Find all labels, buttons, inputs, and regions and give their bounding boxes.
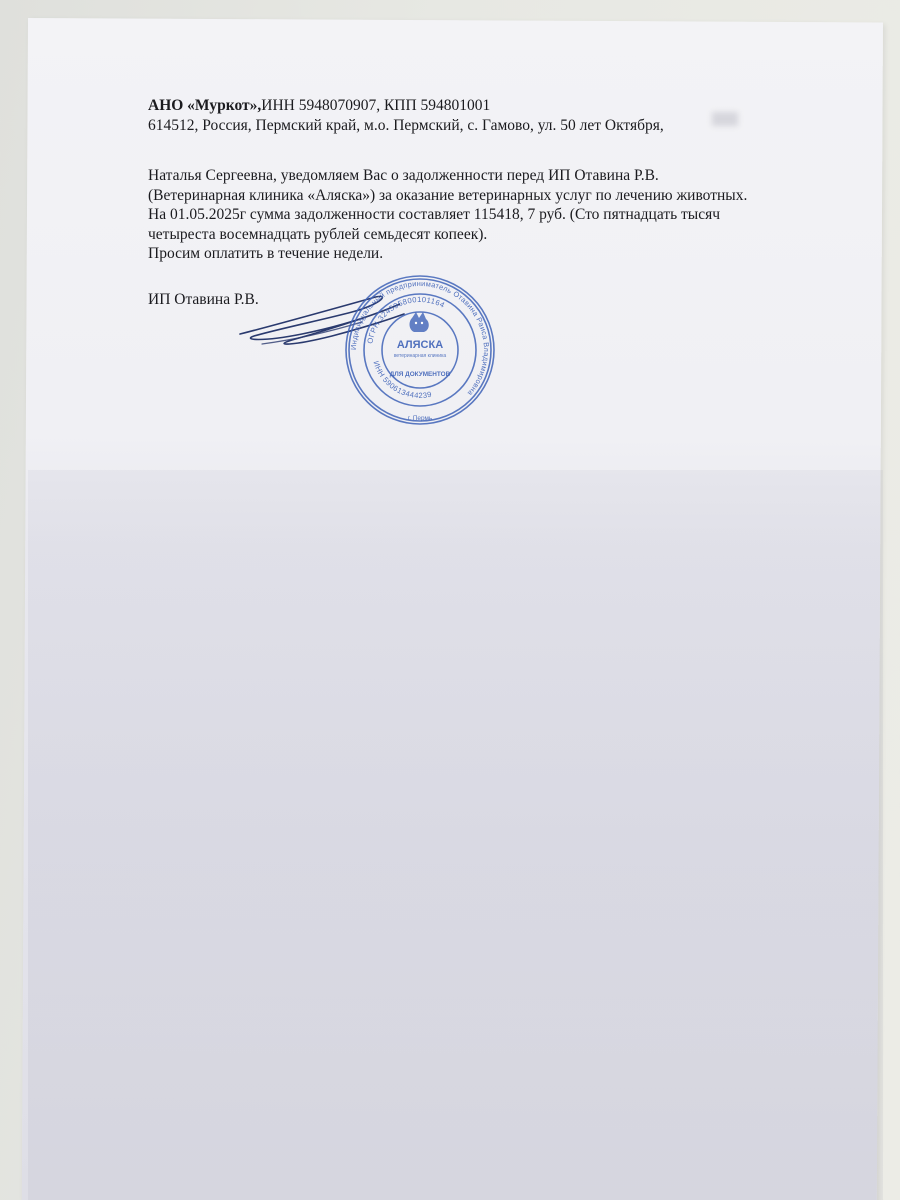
dog-logo-icon [410,312,429,332]
stamp-center-title: АЛЯСКА [396,339,444,351]
letterhead [148,96,664,135]
body-line: (Ветеринарная клиника «Аляска») за оказание ветеринарных услуг по лечению животных. [148,186,748,204]
org-name: АНО «Муркот», [148,97,262,114]
stamp-purpose: ДЛЯ ДОКУМЕНТОВ [389,371,451,378]
redacted-address-part [712,112,738,126]
svg-text:ИНН 590613444239 [372,360,433,400]
signer-name: ИП Отавина Р.В. [148,291,259,308]
body-line: Просим оплатить в течение недели. [148,245,384,262]
body-line: Наталья Сергеевна, уведомляем Вас о задолженности перед ИП Отавина Р.В. [148,167,659,184]
letterhead-line-1 [148,96,664,116]
body-line: На 01.05.2025г сумма задолженности составляет 115418, 7 руб. (Сто пятнадцать тысяч [148,206,721,223]
org-ids: ИНН 5948070907, КПП 594801001 [261,97,491,114]
stamp-city: г. Пермь [407,415,433,422]
stamp-inn: ИНН 590613444239 [371,359,433,401]
letter-body [148,166,747,264]
stamp-center-subtitle: ветеринарная клиника [393,353,447,359]
stamp-outer-ring-text: Индивидуальный предприниматель Отавина Раиса Владимировна [348,278,492,398]
body-line: четыреста восемнадцать рублей семьдесят копеек). [148,225,488,243]
org-address: 614512, Россия, Пермский край, м.о. Пермский, с. Гамово, ул. 50 лет Октября, [148,116,664,134]
round-stamp [342,272,498,428]
stamp-ogrn: ОГРН 324595800101164 [365,294,447,345]
